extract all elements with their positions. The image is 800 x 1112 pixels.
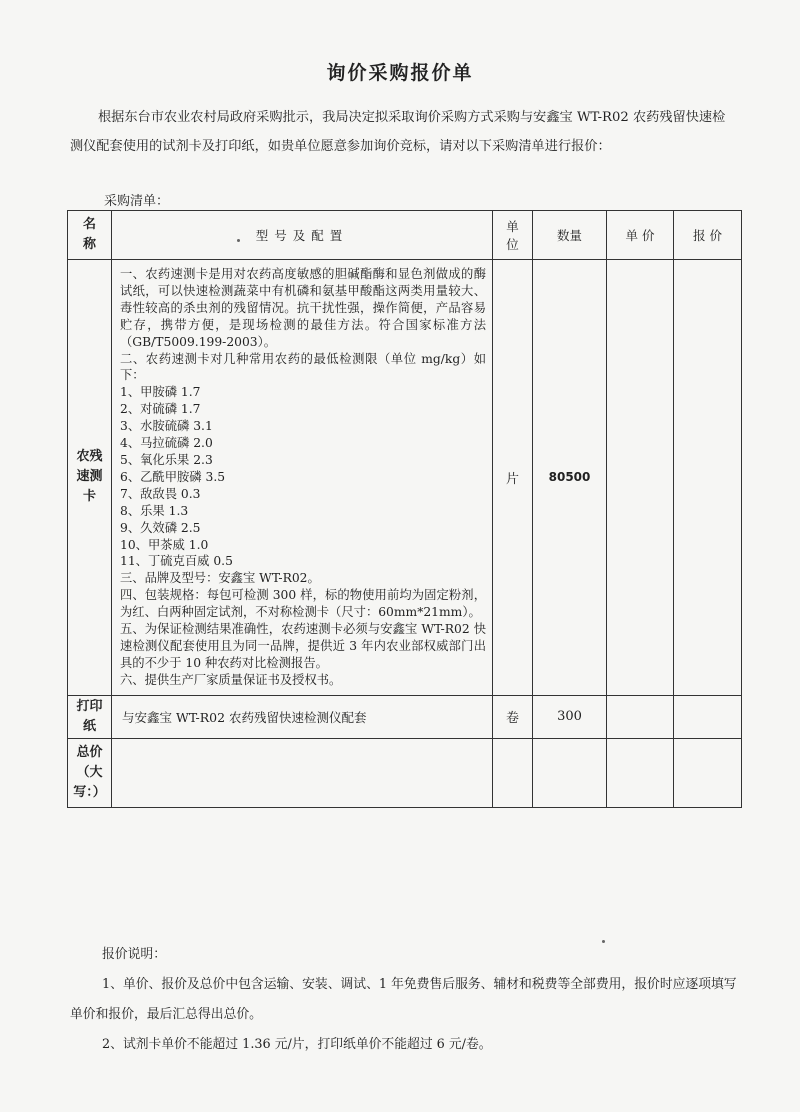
row3-name-line1: 总价	[76, 744, 103, 760]
spec-line: 五、为保证检测结果准确性，农药速测卡必须与安鑫宝 WT-R02 快速检测仪配套使用且为同一品牌，提供近 3 年内农业部权威部门出具的不少于 10 种农药对比检测报告。	[120, 622, 486, 670]
row3-name-line3: 写：）	[73, 784, 106, 800]
spec-line: 四、包装规格：每包可检测 300 样，标的物使用前均为固定粉剂，为红、白两种固定试剂，不对称检测卡（尺寸：60mm*21mm）。	[120, 588, 486, 620]
row1-total	[674, 260, 742, 696]
row1-qty: 80500	[533, 260, 607, 696]
row2-qty: 300	[533, 695, 607, 738]
quote-notes	[70, 940, 740, 1060]
header-unit-line1: 单	[506, 219, 519, 234]
spec-line: 三、品牌及型号：安鑫宝 WT-R02。	[120, 571, 320, 586]
intro-text: 根据东台市农业农村局政府采购批示，我局决定拟采取询价采购方式采购与安鑫宝 WT-R02 农药残留快速检测仪配套使用的试剂卡及打印纸，如贵单位愿意参加询价竞标，请对以下采购清单进行报价：	[70, 110, 726, 154]
spec-line: 1、甲胺磷 1.7	[120, 385, 201, 400]
spec-line: 2、对硫磷 1.7	[120, 402, 201, 417]
row2-price	[607, 695, 674, 738]
row1-name-line2: 速测	[76, 469, 103, 485]
row1-price	[607, 260, 674, 696]
row2-name	[68, 695, 112, 738]
spec-line: 6、乙酰甲胺磷 3.5	[120, 469, 226, 484]
row3-price	[607, 738, 674, 807]
header-spec	[112, 211, 493, 260]
header-price: 单 价	[607, 211, 674, 260]
intro-paragraph	[70, 103, 738, 161]
header-spec-label: 型号及配置	[255, 228, 349, 243]
spec-line: 8、乐果 1.3	[120, 503, 189, 518]
spec-line: 5、氧化乐果 2.3	[120, 452, 213, 467]
spec-line: 一、农药速测卡是用对农药高度敏感的胆碱酯酶和显色剂做成的酶试纸，可以快速检测蔬菜中有机磷和氨基甲酸酯这两类用量较大、毒性较高的杀虫剂的残留情况。抗干扰性强，操作简便，产品容易贮存，携带方便，是现场检测的最佳方法。符合国家标准方法（GB/T5009.199-2003）。	[120, 267, 486, 349]
row3-total	[674, 738, 742, 807]
row3-name-line2: （大	[76, 764, 103, 780]
row1-name-line1: 农残	[76, 449, 103, 465]
header-total: 报 价	[674, 211, 742, 260]
spec-line: 9、久效磷 2.5	[120, 520, 201, 535]
row1-name	[68, 260, 112, 696]
row2-unit: 卷	[493, 695, 533, 738]
header-unit-line2: 位	[506, 237, 519, 252]
list-label: 采购清单：	[104, 194, 170, 209]
header-name-line1: 名	[82, 217, 96, 232]
row3-name	[68, 738, 112, 807]
spec-line: 11、丁硫克百威 0.5	[120, 554, 233, 569]
document-title: 询价采购报价单	[326, 62, 474, 84]
spec-line: 二、农药速测卡对几种常用农药的最低检测限（单位 mg/kg）如下：	[120, 351, 486, 383]
row2-name-line2: 纸	[82, 718, 96, 734]
row3-unit	[493, 738, 533, 807]
table-header-row	[68, 211, 742, 260]
notes-item-2: 2、试剂卡单价不能超过 1.36 元/片，打印纸单价不能超过 6 元/卷。	[102, 1037, 492, 1052]
row1-unit: 片	[493, 260, 533, 696]
spec-line: 10、甲茶威 1.0	[120, 537, 209, 552]
row2-total	[674, 695, 742, 738]
row1-spec	[112, 260, 493, 696]
scan-speck	[602, 940, 605, 943]
row3-qty	[533, 738, 607, 807]
quote-table	[67, 210, 742, 808]
row1-name-line3: 卡	[82, 489, 96, 505]
spec-line: 7、敌敌畏 0.3	[120, 486, 201, 501]
row2-spec: 与安鑫宝 WT-R02 农药残留快速检测仪配套	[112, 695, 493, 738]
table-row-total	[68, 738, 742, 807]
row2-name-line1: 打印	[76, 698, 103, 714]
header-name	[68, 211, 112, 260]
spec-line: 4、马拉硫磷 2.0	[120, 436, 213, 451]
header-qty: 数量	[533, 211, 607, 260]
scan-speck	[237, 239, 240, 242]
spec-line: 3、水胺硫磷 3.1	[120, 419, 213, 434]
notes-heading: 报价说明：	[102, 947, 166, 962]
table-row-print-paper	[68, 695, 742, 738]
table-row-test-card	[68, 260, 742, 696]
header-name-line2: 称	[82, 237, 96, 252]
header-unit	[493, 211, 533, 260]
notes-item-1: 1、单价、报价及总价中包含运输、安装、调试、1 年免费售后服务、辅材和税费等全部费用，报价时应逐项填写单价和报价，最后汇总得出总价。	[70, 977, 737, 1022]
spec-line: 六、提供生产厂家质量保证书及授权书。	[120, 672, 342, 687]
row3-spec	[112, 738, 493, 807]
